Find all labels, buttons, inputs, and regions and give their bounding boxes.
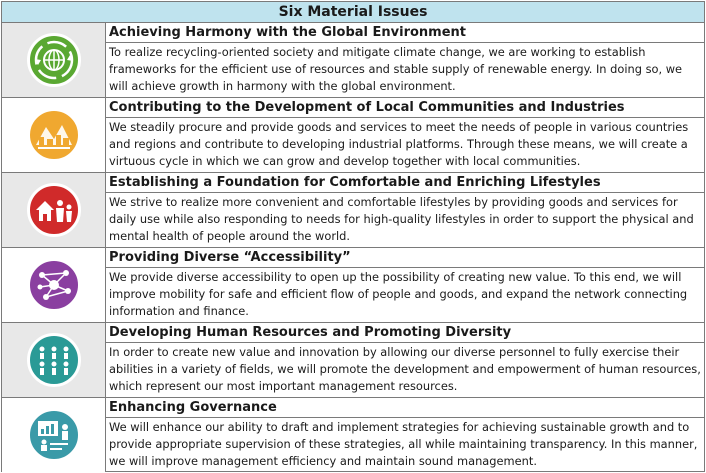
globe-recycle-icon xyxy=(27,33,81,87)
issue-title: Contributing to the Development of Local Communities and Industries xyxy=(106,98,704,118)
issue-row xyxy=(2,398,704,472)
issue-row xyxy=(2,23,704,98)
issue-text: We provide diverse accessibility to open up the possibility of creating new value. To this end, we will improve mobility for safe and efficient flow of people and goods, and expand the network connecting information and finance. xyxy=(109,270,688,318)
diverse-people-icon xyxy=(27,333,81,387)
issue-row xyxy=(2,98,704,173)
governance-chart-icon xyxy=(27,408,81,462)
issue-row xyxy=(2,248,704,323)
icon-cell xyxy=(2,98,106,172)
issue-row xyxy=(2,173,704,248)
issue-title: Enhancing Governance xyxy=(106,398,704,418)
table-title: Six Material Issues xyxy=(2,2,704,23)
issue-text: We will enhance our ability to draft and implement strategies for achieving sustainable growth and to provide appropriate supervision of these strategies, all while maintaining transparency. In this manner, we will improve management efficiency and maintain sound management. xyxy=(109,420,698,468)
issue-title: Providing Diverse “Accessibility” xyxy=(106,248,704,268)
family-home-icon xyxy=(27,183,81,237)
icon-cell xyxy=(2,248,106,322)
issue-title: Developing Human Resources and Promoting Diversity xyxy=(106,323,704,343)
issue-text: To realize recycling-oriented society and mitigate climate change, we are working to establish frameworks for the efficient use of resources and stable supply of renewable energy. In doing so, we will achieve growth in harmony with the global environment. xyxy=(109,45,683,93)
issue-row xyxy=(2,323,704,398)
network-nodes-icon xyxy=(27,258,81,312)
icon-cell xyxy=(2,323,106,397)
issue-title: Achieving Harmony with the Global Environment xyxy=(106,23,704,43)
icon-cell xyxy=(2,173,106,247)
icon-cell xyxy=(2,398,106,472)
issue-text: We strive to realize more convenient and comfortable lifestyles by providing goods and services for daily use while also responding to needs for high-quality lifestyles in order to support the physical and mental health of people around the world. xyxy=(109,195,694,243)
issue-title: Establishing a Foundation for Comfortable and Enriching Lifestyles xyxy=(106,173,704,193)
material-issues-table xyxy=(1,1,705,472)
issue-text: We steadily procure and provide goods and services to meet the needs of people in various countries and regions and contribute to developing industrial platforms. Through these means, we will create a virtuous cycle in which we can grow and develop together with local communities. xyxy=(109,120,689,168)
icon-cell xyxy=(2,23,106,97)
industry-town-icon xyxy=(27,108,81,162)
issue-text: In order to create new value and innovation by allowing our diverse personnel to fully exercise their abilities in a variety of fields, we will promote the development and empowerment of human resources, which represent our most important management resources. xyxy=(109,345,701,393)
